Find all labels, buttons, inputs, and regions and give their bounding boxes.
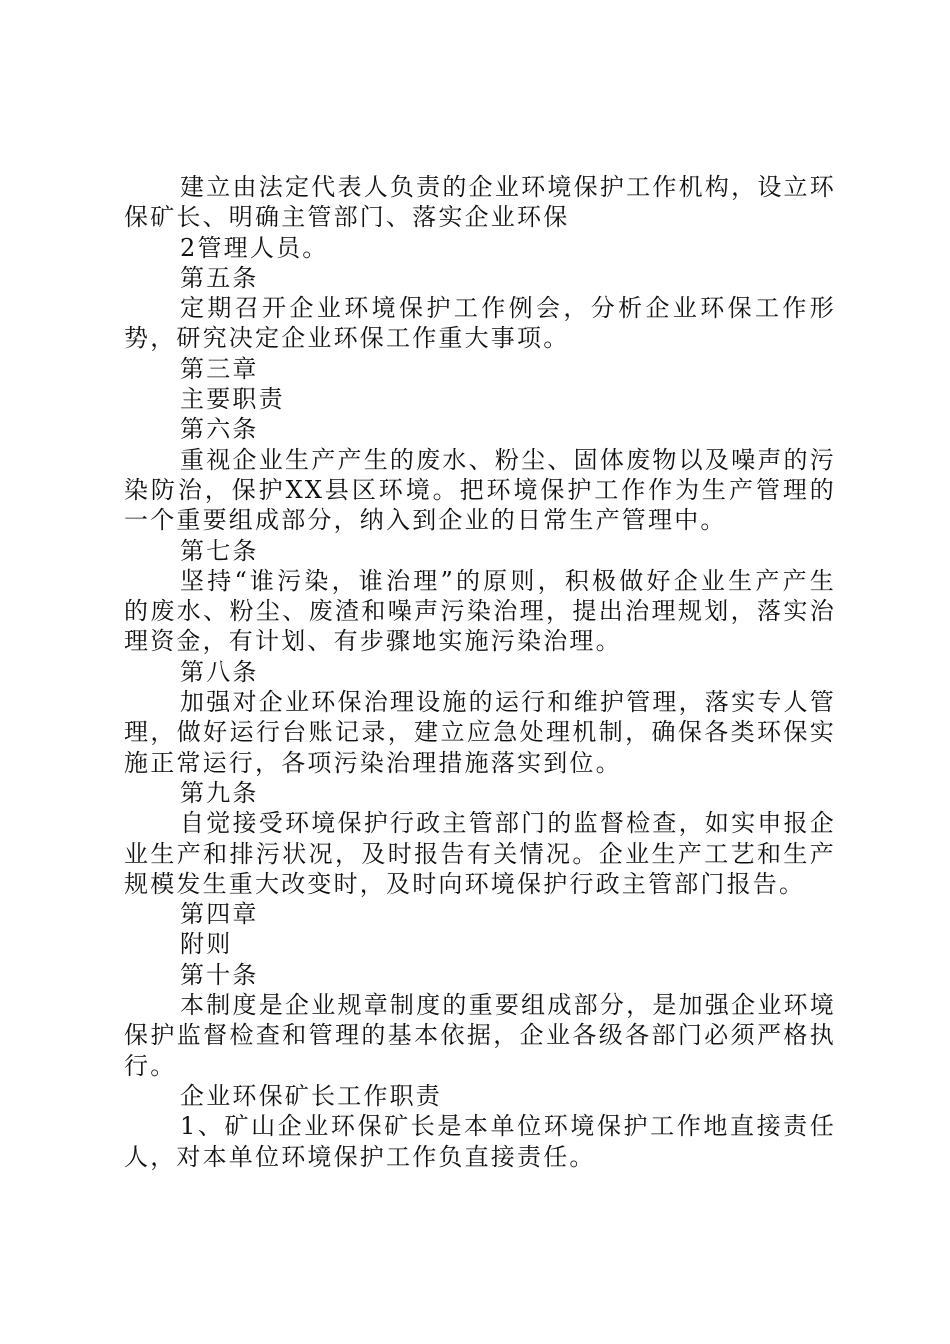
section-title-duties: 企业环保矿长工作职责	[180, 1081, 442, 1110]
article-heading-8: 第八条	[180, 657, 259, 686]
paragraph-article-9: 自觉接受环境保护行政主管部门的监督检查，如实申报企业生产和排污状况，及时报告有关情况。企业生产工艺和生产规模发生重大改变时，及时向环境保护行政主管部门报告。	[124, 809, 836, 898]
chapter-heading-4: 第四章	[180, 900, 259, 929]
chapter-title-3: 主要职责	[180, 385, 285, 414]
chapter-heading-3: 第三章	[180, 354, 259, 383]
chapter-title-4: 附则	[180, 930, 233, 959]
paragraph-duty-1: 1、矿山企业环保矿长是本单位环境保护工作地直接责任人，对本单位环境保护工作负直接责任。	[124, 1112, 836, 1171]
document-body	[124, 172, 836, 1172]
article-heading-10: 第十条	[180, 960, 259, 989]
article-heading-9: 第九条	[180, 778, 259, 807]
article-heading-7: 第七条	[180, 536, 259, 565]
article-heading-5: 第五条	[180, 263, 259, 292]
paragraph-article-7: 坚持“谁污染，谁治理”的原则，积极做好企业生产产生的废水、粉尘、废渣和噪声污染治理，提出治理规划，落实治理资金，有计划、有步骤地实施污染治理。	[124, 566, 836, 656]
paragraph-article-8: 加强对企业环保治理设施的运行和维护管理，落实专人管理，做好运行台账记录，建立应急处理机制，确保各类环保实施正常运行，各项污染治理措施落实到位。	[124, 688, 836, 777]
article-heading-6: 第六条	[180, 415, 259, 444]
paragraph-article-6: 重视企业生产产生的废水、粉尘、固体废物以及噪声的污染防治，保护XX县区环境。把环境保护工作作为生产管理的一个重要组成部分，纳入到企业的日常生产管理中。	[124, 445, 836, 535]
paragraph-article-10: 本制度是企业规章制度的重要组成部分，是加强企业环境保护监督检查和管理的基本依据，企业各级各部门必须严格执行。	[124, 991, 836, 1080]
paragraph-management-staff: 2管理人员。	[180, 233, 329, 262]
paragraph-org-setup: 建立由法定代表人负责的企业环境保护工作机构，设立环保矿长、明确主管部门、落实企业环保	[124, 173, 836, 232]
paragraph-article-5: 定期召开企业环境保护工作例会，分析企业环保工作形势，研究决定企业环保工作重大事项。	[124, 294, 836, 353]
